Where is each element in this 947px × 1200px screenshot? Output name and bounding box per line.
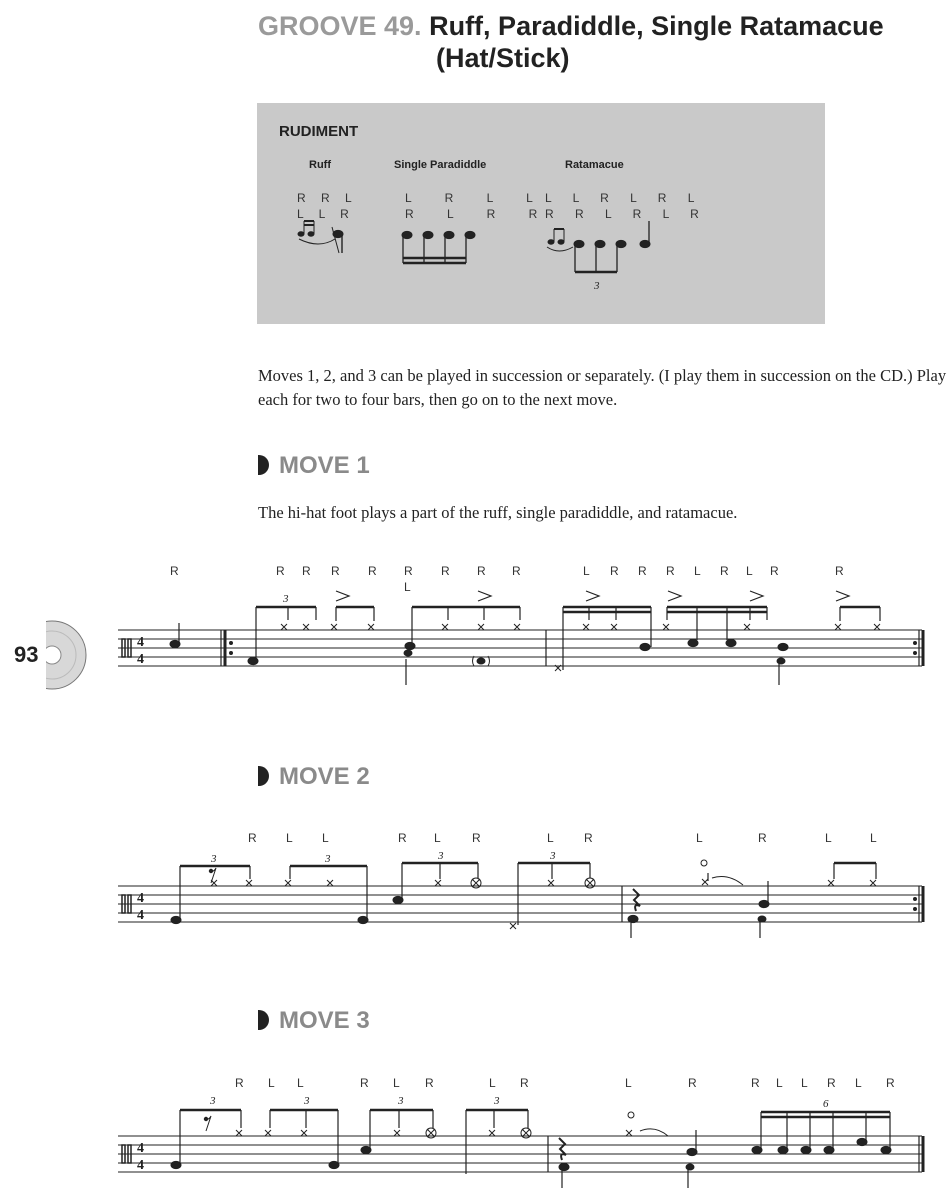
move-3-triplet: 3 <box>494 1095 500 1107</box>
move-2-staff <box>0 823 947 948</box>
sticking-letter: L <box>776 1076 783 1090</box>
sticking-letter: R <box>398 831 407 845</box>
sticking-letter: R <box>520 1076 529 1090</box>
sticking-letter: L <box>746 564 753 578</box>
sticking-letter: R <box>235 1076 244 1090</box>
rudiment-box <box>257 103 825 324</box>
time-signature-top: 4 <box>137 1141 144 1156</box>
move-3-triplet: 3 <box>210 1095 216 1107</box>
sticking-letter: R <box>720 564 729 578</box>
sticking-letter: R <box>425 1076 434 1090</box>
sticking-letter: L <box>855 1076 862 1090</box>
sticking-letter: R <box>368 564 377 578</box>
sticking-letter: L <box>801 1076 808 1090</box>
move-3-heading <box>258 1007 370 1035</box>
rudiment-paradiddle-label: Single Paradiddle <box>394 159 487 171</box>
rudiment-notation <box>257 103 825 324</box>
sticking-letter: R <box>751 1076 760 1090</box>
rudiment-heading: RUDIMENT <box>279 123 359 140</box>
move-2-triplet: 3 <box>550 850 556 862</box>
move-2-label: MOVE 2 <box>279 763 370 790</box>
sticking-letter: L <box>322 831 329 845</box>
staff-lines <box>118 886 922 922</box>
sticking-letter: L <box>547 831 554 845</box>
sticking-letter: R <box>770 564 779 578</box>
move-1-triplet: 3 <box>283 593 289 605</box>
sticking-letter: R <box>170 564 179 578</box>
sticking-letter: R <box>835 564 844 578</box>
sticking-letter: R <box>512 564 521 578</box>
sticking-letter: L <box>268 1076 275 1090</box>
sticking-letter: L <box>870 831 877 845</box>
time-signature-bottom: 4 <box>137 908 144 923</box>
move-3-triplet: 3 <box>398 1095 404 1107</box>
sticking-letter: R <box>827 1076 836 1090</box>
sticking-letter: L <box>434 831 441 845</box>
intro-paragraph: Moves 1, 2, and 3 can be played in succession or separately. (I play them in succession on the CD.) Play each for two to four bars, then go on to the next move. <box>258 366 947 409</box>
page-title <box>258 10 884 74</box>
move-2-triplet: 3 <box>325 853 331 865</box>
sticking-letter: R <box>248 831 257 845</box>
move-3-staff <box>0 1068 947 1200</box>
accent-marks <box>336 591 849 601</box>
sticking-letter: R <box>666 564 675 578</box>
move-1-sticking-row <box>170 564 844 594</box>
sticking-letter: L <box>825 831 832 845</box>
sticking-letter: R <box>886 1076 895 1090</box>
time-signature-top: 4 <box>137 891 144 906</box>
sticking-letter: R <box>477 564 486 578</box>
sticking-letter: R <box>758 831 767 845</box>
move-1-label: MOVE 1 <box>279 452 370 479</box>
time-signature-bottom: 4 <box>137 1158 144 1173</box>
move-2-heading <box>258 763 370 791</box>
move-2-triplet: 3 <box>211 853 217 865</box>
sticking-letter: L <box>694 564 701 578</box>
rudiment-ruff-label: Ruff <box>309 159 331 171</box>
move-3-sticking-row <box>235 1076 895 1090</box>
ratamacue-sticking-top: L L R L R L <box>545 191 704 205</box>
sticking-letter: R <box>331 564 340 578</box>
sticking-letter: R <box>360 1076 369 1090</box>
ruff-sticking-top: R R L <box>297 191 358 205</box>
move-1-description: The hi-hat foot plays a part of the ruff, single paradiddle, and ratamacue. <box>258 503 738 522</box>
move-2-triplet: 3 <box>438 850 444 862</box>
sticking-letter: R <box>638 564 647 578</box>
move-marker-icon <box>258 766 269 786</box>
sticking-letter: R <box>472 831 481 845</box>
groove-number: GROOVE 49. <box>258 11 422 41</box>
move-1-staff <box>0 555 947 690</box>
move-marker-icon <box>258 1010 269 1030</box>
sticking-letter: L <box>489 1076 496 1090</box>
title-line-1: Ruff, Paradiddle, Single Ratamacue <box>429 11 884 41</box>
title-line-2: (Hat/Stick) <box>436 43 570 73</box>
sticking-letter: L <box>297 1076 304 1090</box>
staff-lines <box>118 1136 922 1172</box>
move-marker-icon <box>258 455 269 475</box>
move-3-triplet: 3 <box>304 1095 310 1107</box>
paradiddle-sticking-bottom: R L R R <box>405 207 553 221</box>
move-3-label: MOVE 3 <box>279 1007 370 1034</box>
sticking-letter: L <box>696 831 703 845</box>
sticking-letter: R <box>584 831 593 845</box>
track-number: 93 <box>14 642 39 667</box>
sticking-letter: L <box>625 1076 632 1090</box>
ruff-sticking-bottom: L L R <box>297 207 355 221</box>
time-signature-top: 4 <box>137 635 144 650</box>
sticking-letter-extra: L <box>404 580 411 594</box>
sticking-letter: R <box>302 564 311 578</box>
move-1-heading <box>258 452 370 480</box>
staff-lines <box>118 630 922 666</box>
ratamacue-triplet-number: 3 <box>594 280 600 292</box>
move-3-sextuplet: 6 <box>823 1098 829 1110</box>
sticking-letter: R <box>276 564 285 578</box>
sticking-letter: R <box>404 564 413 578</box>
sticking-letter: R <box>441 564 450 578</box>
sticking-letter: R <box>610 564 619 578</box>
ratamacue-notes <box>547 221 650 272</box>
sticking-letter: L <box>583 564 590 578</box>
paradiddle-sticking-top: L R L L <box>405 191 548 205</box>
sticking-letter: L <box>286 831 293 845</box>
sticking-letter: L <box>393 1076 400 1090</box>
ruff-grace-note <box>308 232 314 236</box>
ratamacue-sticking-bottom: R R L R L R <box>545 207 708 221</box>
ruff-grace-note <box>298 232 304 236</box>
move-2-sticking-row <box>248 831 877 845</box>
time-signature-bottom: 4 <box>137 652 144 667</box>
sticking-letter: R <box>688 1076 697 1090</box>
rudiment-ratamacue-label: Ratamacue <box>565 159 624 171</box>
paradiddle-notes <box>402 231 475 263</box>
